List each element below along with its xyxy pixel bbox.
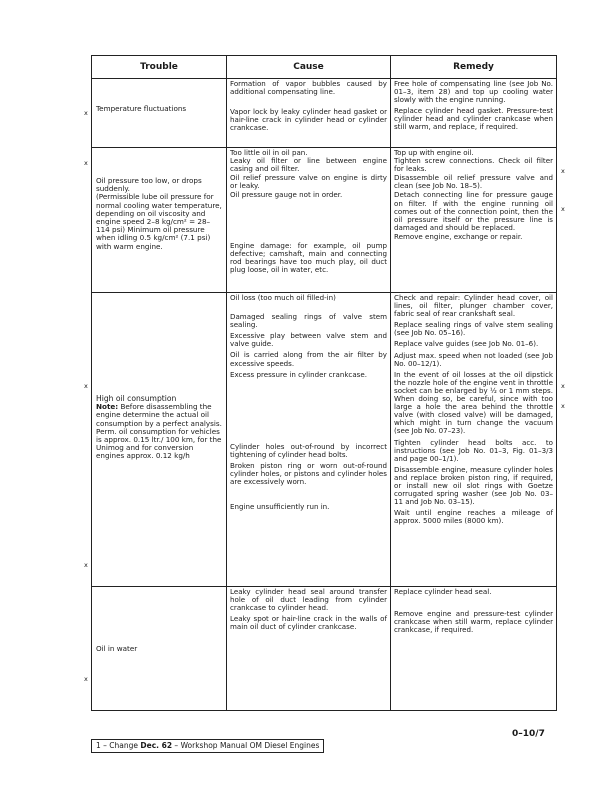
cause-item: Vapor lock by leaky cylinder head gasket or hair-line crack in cylinder head or cylinder crankcase.	[230, 107, 387, 133]
margin-mark: x	[84, 159, 88, 167]
trouble-cell	[92, 587, 227, 711]
cause-cell	[227, 79, 391, 148]
margin-mark: x	[561, 402, 565, 410]
cause-item: Oil loss (too much oil filled-in)	[230, 293, 336, 302]
cause-item: Engine damage: for example, oil pump defective; camshaft, main and connecting rod bearings have too much play, oil duct plug loose, oil in water, etc.	[230, 240, 387, 274]
remedy-cell	[391, 587, 557, 711]
margin-mark: x	[561, 382, 565, 390]
header-trouble: Trouble	[92, 56, 227, 79]
remedy-cell	[391, 148, 557, 293]
header-cause: Cause	[227, 56, 391, 79]
cause-item: Too little oil in oil pan.	[230, 148, 308, 157]
trouble-cell	[92, 148, 227, 293]
remedy-item: Replace valve guides (see Job No. 01–6).	[394, 339, 539, 349]
cause-item: Oil relief pressure valve on engine is dirty or leaky.	[230, 173, 387, 191]
remedy-item: Remove engine and pressure-test cylinder crankcase when still warm, replace cylinder crankcase, if required.	[394, 609, 553, 635]
remedy-item: Tighten cylinder head bolts acc. to instructions (see Job No. 01–3, Fig. 01–3/3 and page 00–1/1).	[394, 437, 553, 463]
remedy-item: Disassemble engine, measure cylinder holes and replace broken piston ring, if required, or install new oil slot rings with Goetze corrugated spring washer (see Job No. 03–11 and Job No. 03–15).	[394, 464, 553, 507]
trouble-cell	[92, 79, 227, 148]
table-row	[92, 148, 557, 293]
cause-item: Engine unsufficiently run in.	[230, 502, 330, 512]
remedy-item: Adjust max. speed when not loaded (see Job No. 00–12/1).	[394, 350, 553, 368]
remedy-item: Replace sealing rings of valve stem sealing (see Job No. 05–16).	[394, 320, 553, 338]
cause-cell	[227, 293, 391, 587]
cause-item: Oil is carried along from the air filter by excessive speeds.	[230, 350, 387, 368]
table-row	[92, 293, 557, 587]
margin-mark: x	[84, 561, 88, 569]
remedy-item: Replace cylinder head gasket. Pressure-test cylinder head and cylinder crankcase when still warm, and replace, if required.	[394, 106, 553, 132]
cause-item: Damaged sealing rings of valve stem sealing.	[230, 312, 387, 330]
cause-cell	[227, 148, 391, 293]
footer-change-box: 1 – Change Dec. 62 – Workshop Manual OM Diesel Engines	[91, 739, 324, 753]
cause-item: Cylinder holes out-of-round by incorrect tightening of cylinder head bolts.	[230, 441, 387, 459]
cause-item: Leaky cylinder head seal around transfer hole of oil duct leading from cylinder crankcase to cylinder head.	[230, 587, 387, 613]
cause-item: Excessive play between valve stem and valve guide.	[230, 331, 387, 349]
remedy-cell	[391, 79, 557, 148]
trouble-text: Temperature fluctuations	[96, 104, 187, 113]
header-remedy: Remedy	[391, 56, 557, 79]
margin-mark: x	[561, 205, 565, 213]
trouble-text: High oil consumption Note: Before disassembling the engine determine the actual oil consumption by a perfect analysis. Perm. oil consumption for vehicles is approx. 0.15 ltr./ 100 km, for the Unimog and for conversion engines approx. 0.12 kg/h	[96, 394, 222, 461]
trouble-text: Oil pressure too low, or drops suddenly. (Permissible lube oil pressure for normal cooling water temperature, depending on oil viscosity and engine speed 2–8 kg/cm² = 28–114 psi) Minimum oil pressure when idling 0.5 kg/cm² (7.1 psi) with warm engine.	[96, 176, 222, 251]
remedy-item: Top up with engine oil.	[394, 148, 474, 157]
cause-cell	[227, 587, 391, 711]
remedy-item: Disassemble oil relief pressure valve and clean (see Job No. 18–5).	[394, 173, 553, 191]
trouble-table	[91, 55, 556, 723]
margin-mark: x	[84, 675, 88, 683]
table-row	[92, 587, 557, 711]
remedy-item: Detach connecting line for pressure gauge on filter. If with the engine running oil comes out of the connection point, then the oil pressure itself or the pressure line is damaged and should be replaced.	[394, 190, 553, 232]
cause-item: Broken piston ring or worn out-of-round cylinder holes, or pistons and cylinder holes are excessively worn.	[230, 460, 387, 487]
trouble-text: Oil in water	[96, 644, 138, 653]
cause-item: Leaky spot or hair-line crack in the walls of main oil duct of cylinder crankcase.	[230, 614, 387, 632]
remedy-item: Check and repair: Cylinder head cover, oil lines, oil filter, plunger chamber cover, fabric seal of rear crankshaft seal.	[394, 293, 553, 319]
remedy-cell	[391, 293, 557, 587]
cause-item: Excess pressure in cylinder crankcase.	[230, 369, 367, 379]
trouble-cell	[92, 293, 227, 587]
table-row	[92, 79, 557, 148]
remedy-item: In the event of oil losses at the oil dipstick the nozzle hole of the engine vent in throttle socket can be enlarged by ½ or 1 mm steps. When doing so, be careful, since with too large a hole the area behind the throttle valve (with closed valve) will be damaged, which might in turn change the vacuum (see Job No. 07–23).	[394, 369, 553, 436]
margin-mark: x	[84, 382, 88, 390]
table-header	[92, 56, 557, 79]
remedy-item: Wait until engine reaches a mileage of approx. 5000 miles (8000 km).	[394, 508, 553, 526]
cause-item: Leaky oil filter or line between engine casing and oil filter.	[230, 156, 387, 174]
margin-mark: x	[561, 167, 565, 175]
remedy-item: Tighten screw connections. Check oil filter for leaks.	[394, 156, 553, 174]
remedy-item: Free hole of compensating line (see Job No. 01–3, item 28) and top up cooling water slowly with the engine running.	[394, 79, 553, 105]
page-number: 0–10/7	[512, 729, 545, 739]
cause-item: Oil pressure gauge not in order.	[230, 190, 343, 200]
margin-mark: x	[84, 109, 88, 117]
cause-item: Formation of vapor bubbles caused by additional compensating line.	[230, 79, 387, 97]
remedy-item: Replace cylinder head seal.	[394, 587, 492, 596]
remedy-item: Remove engine, exchange or repair.	[394, 231, 523, 241]
